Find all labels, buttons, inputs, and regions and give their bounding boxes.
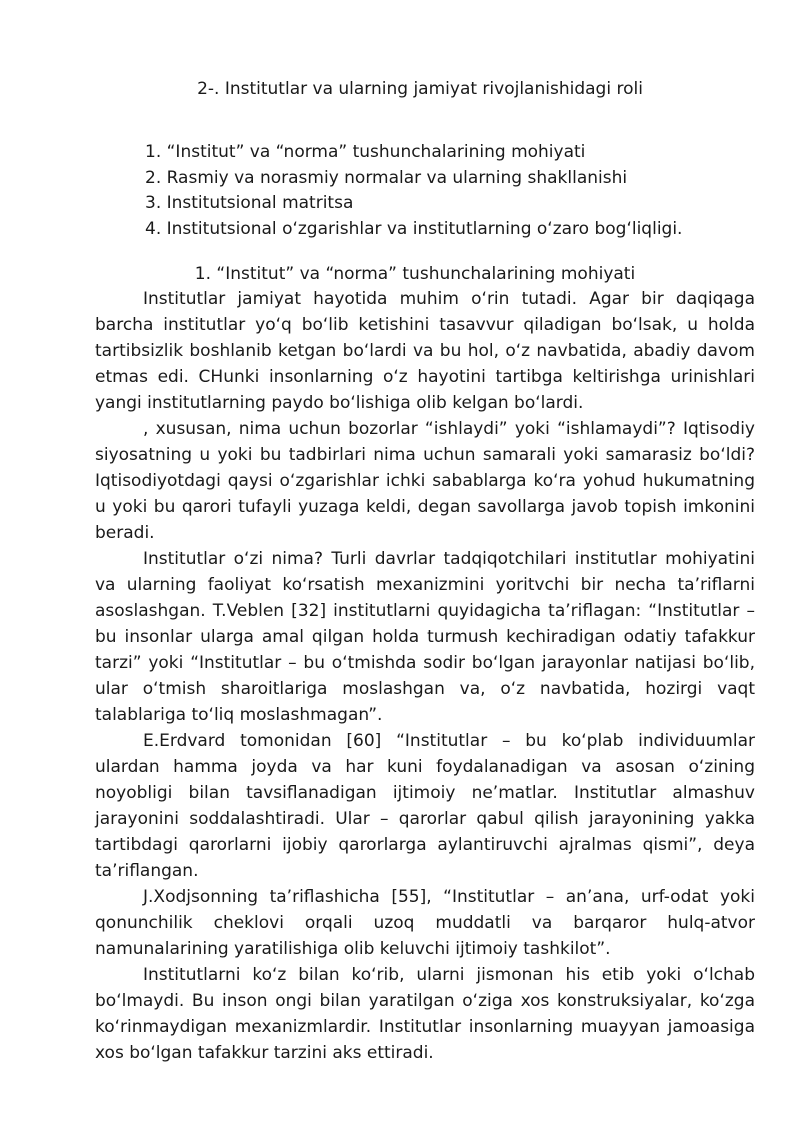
paragraph: Institutlar o‘zi nima? Turli davrlar tadqiqotchilari institutlar mohiyatini va ularning faoliyat ko‘rsatish mexanizmini yoritvchi bir necha ta’riflarni asoslashgan. T.Veblen [32] institutlarni quyidagicha ta’riflagan: “Institutlar – bu insonlar ularga amal qilgan holda turmush kechiradigan odatiy tafakkur tarzi” yoki “Institutlar – bu o‘tmishda sodir bo‘lgan jarayonlar natijasi bo‘lib, ular o‘tmish sharoitlariga moslashgan va, o‘z navbatida, hozirgi vaqt talablariga to‘liq moslashmagan”.: [95, 549, 755, 725]
toc-item: 3. Institutsional matritsa: [145, 193, 354, 213]
toc-item: 1. “Institut” va “norma” tushunchalarining mohiyati: [145, 142, 586, 162]
document-title: 2-. Institutlar va ularning jamiyat rivojlanishidagi roli: [197, 79, 643, 99]
paragraph: E.Erdvard tomonidan [60] “Institutlar – bu ko‘plab individuumlar ulardan hamma joyda va har kuni foydalanadigan va asosan o‘zining noyobligi bilan tavsiflanadigan ijtimoiy ne’matlar. Institutlar almashuv jarayonini soddalashtiradi. Ular – qarorlar qabul qilish jarayonining yakka tartibdagi qarorlarni ijobiy qarorlarga aylantiruvchi ajralmas qismi”, deya ta’riflangan.: [95, 731, 755, 881]
section-heading: 1. “Institut” va “norma” tushunchalarining mohiyati: [194, 264, 636, 284]
table-of-contents: [145, 140, 765, 242]
toc-item: 2. Rasmiy va norasmiy normalar va ularning shakllanishi: [145, 167, 628, 188]
paragraph: Institutlarni ko‘z bilan ko‘rib, ularni jismonan his etib yoki o‘lchab bo‘lmaydi. Bu inson ongi bilan yaratilgan o‘ziga xos konstruksiyalar, ko‘zga ko‘rinmaydigan mexanizmlardir. Institutlar insonlarning muayyan jamoasiga xos bo‘lgan tafakkur tarzini aks ettiradi.: [95, 965, 755, 1063]
toc-item: 4. Institutsional o‘zgarishlar va institutlarning o‘zaro bog‘liqligi.: [145, 218, 683, 239]
paragraph: , xususan, nima uchun bozorlar “ishlaydi” yoki “ishlamaydi”? Iqtisodiy siyosatning u yoki bu tadbirlari nima uchun samarali yoki samarasiz bo‘ldi? Iqtisodiyotdagi qaysi o‘zgarishlar ichki sabablarga ko‘ra yohud hukumatning u yoki bu qarori tufayli yuzaga keldi, degan savollarga javob topish imkonini beradi.: [95, 419, 755, 543]
body-text: [95, 286, 755, 1066]
paragraph: Institutlar jamiyat hayotida muhim o‘rin tutadi. Agar bir daqiqaga barcha institutlar yo‘q bo‘lib ketishini tasavvur qiladigan bo‘lsak, u holda tartibsizlik boshlanib ketgan bo‘lardi va bu hol, o‘z navbatida, abadiy davom etmas edi. CHunki insonlarning o‘z hayotini tartibga keltirishga urinishlari yangi institutlarning paydo bo‘lishiga olib kelgan bo‘lardi.: [95, 289, 755, 413]
paragraph: J.Xodjsonning ta’riflashicha [55], “Institutlar – an’ana, urf-odat yoki qonunchilik cheklovi orqali uzoq muddatli va barqaror hulq-atvor namunalarining yaratilishiga olib keluvchi ijtimoiy tashkilot”.: [95, 887, 755, 959]
